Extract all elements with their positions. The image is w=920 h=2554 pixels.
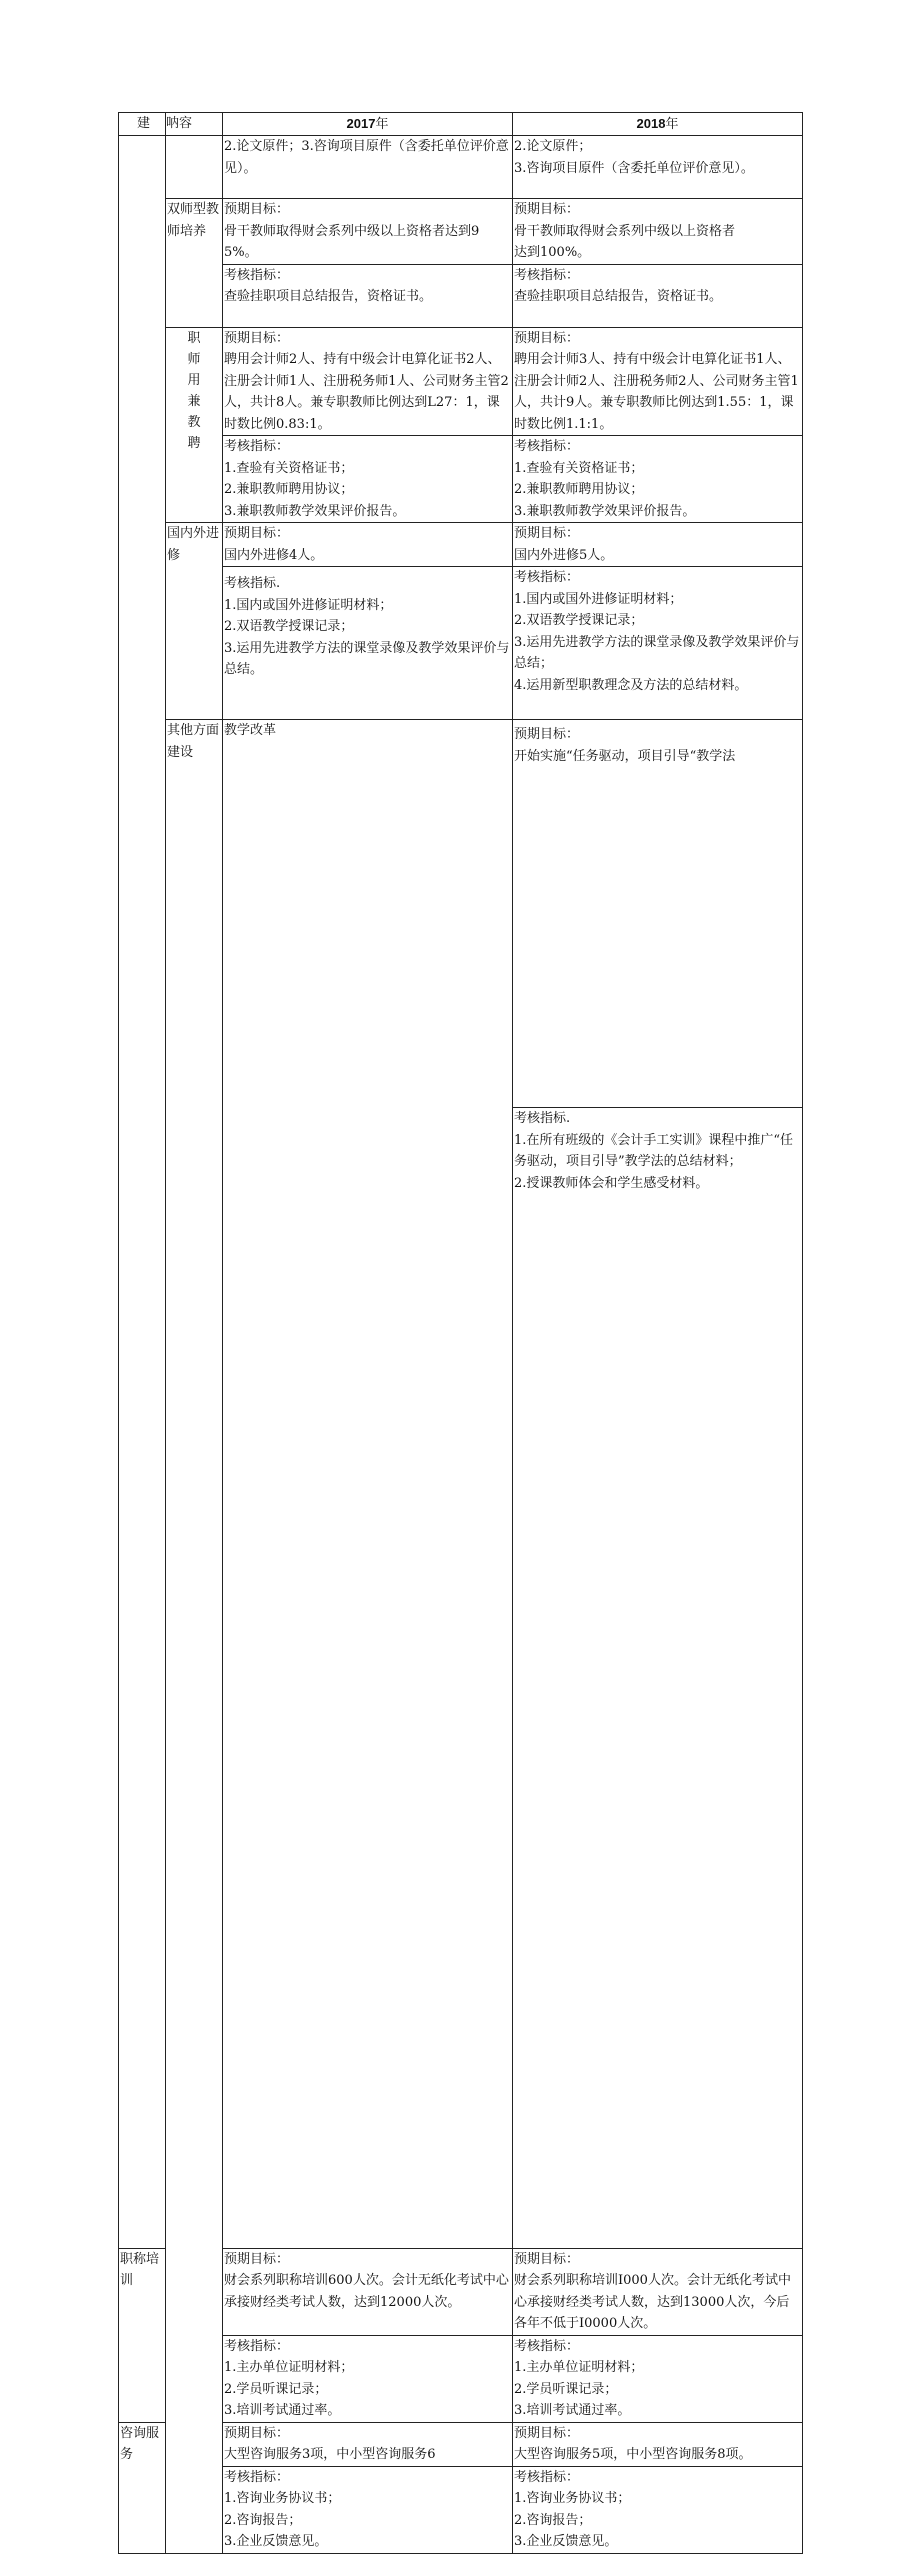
cell-study-check-2017: 考核指标. 1.国内或国外进修证明材料； 2.双语教学授课记录； 3.运用先进教学方法的课堂录像及教学效果评价与总结。 bbox=[223, 567, 513, 720]
subitem-title-training: 职称培训 bbox=[119, 2248, 166, 2422]
table-header-row bbox=[119, 113, 803, 136]
cell-training-target-2018: 预期目标： 财会系列职称培训I000人次。会计无纸化考试中心承接财经类考试人数，达到13000人次，今后各年不低于I0000人次。 bbox=[513, 2248, 803, 2335]
construction-plan-table bbox=[118, 112, 803, 2554]
header-content: 呐容 bbox=[166, 113, 223, 136]
subitem-dual-teacher: 双师型教师培养 bbox=[166, 199, 223, 328]
cell-r0-2018: 2.论文原件； 3.咨询项目原件（含委托单位评价意见）。 bbox=[513, 136, 803, 199]
cell-training-check-2018: 考核指标： 1.主办单位证明材料； 2.学员听课记录； 3.培训考试通过率。 bbox=[513, 2335, 803, 2422]
table-row bbox=[119, 523, 803, 567]
subitem-study-abroad: 国内外进修 bbox=[166, 523, 223, 720]
header-build: 建 bbox=[119, 113, 166, 136]
cell-reform-check-2017: 考核指标. 1.在所有班级的《会计手工实训》课程中推广“任务驱动，项目引导”教学法的总结材料； 2.授课教师体会和学生感受材料。 bbox=[513, 1108, 803, 2249]
cell-study-target-2017: 预期目标： 国内外进修4人。 bbox=[223, 523, 513, 567]
table-row bbox=[119, 136, 803, 199]
cell-dual-check-2017: 考核指标： 查验挂职项目总结报告，资格证书。 bbox=[223, 264, 513, 327]
table-row bbox=[119, 720, 803, 1108]
cell-dual-target-2017: 预期目标： 骨干教师取得财会系列中级以上资格者达到95%。 bbox=[223, 199, 513, 265]
cell-reform-target-2017: 预期目标： 开始实施“任务驱动，项目引导“教学法 bbox=[513, 720, 803, 1108]
header-2018 bbox=[513, 113, 803, 136]
cell-study-target-2018: 预期目标： 国内外进修5人。 bbox=[513, 523, 803, 567]
cell-r0-2017: 2.论文原件；3.咨询项目原件（含委托单位评价意见）。 bbox=[223, 136, 513, 199]
table-row bbox=[119, 327, 803, 436]
subitem-cell-continued bbox=[166, 136, 223, 199]
table-row bbox=[119, 199, 803, 265]
cell-parttime-target-2018: 预期目标： 聘用会计师3人、持有中级会计电算化证书1人、注册会计师2人、注册税务师2人、公司财务主管1人，共计9人。兼专职教师比例达到1.55：1，课时数比例1.1:1。 bbox=[513, 327, 803, 436]
cell-consult-target-2018: 预期目标： 大型咨询服务5项，中小型咨询服务8项。 bbox=[513, 2422, 803, 2466]
cell-training-target-2017: 预期目标： 财会系列职称培训600人次。会计无纸化考试中心承接财经类考试人数，达到12000人次。 bbox=[223, 2248, 513, 2335]
cell-consult-target-2017: 预期目标： 大型咨询服务3项，中小型咨询服务6 bbox=[223, 2422, 513, 2466]
subitem-teaching-reform: 教学改革 bbox=[223, 720, 513, 2249]
section-other-construction: 其他方面建设 bbox=[166, 720, 223, 2554]
cell-dual-target-2018: 预期目标： 骨干教师取得财会系列中级以上资格者 达到100%。 bbox=[513, 199, 803, 265]
cell-parttime-check-2017: 考核指标： 1.查验有关资格证书； 2.兼职教师聘用协议； 3.兼职教师教学效果评价报告。 bbox=[223, 436, 513, 523]
cell-parttime-target-2017: 预期目标： 聘用会计师2人、持有中级会计电算化证书2人、注册会计师1人、注册税务师1人、公司财务主管2人，共计8人。兼专职教师比例达到L27：1，课时数比例0.83:1。 bbox=[223, 327, 513, 436]
header-2018-number: 2018 bbox=[636, 116, 666, 132]
cell-consult-check-2017: 考核指标： 1.咨询业务协议书； 2.咨询报告； 3.企业反馈意见。 bbox=[223, 2466, 513, 2553]
subitem-consulting: 咨询服务 bbox=[119, 2422, 166, 2553]
header-2017-suffix: 年 bbox=[375, 116, 389, 132]
header-2017-number: 2017 bbox=[346, 116, 376, 132]
section-cell-teachers bbox=[119, 136, 166, 2249]
cell-training-check-2017: 考核指标： 1.主办单位证明材料； 2.学员听课记录； 3.培训考试通过率。 bbox=[223, 2335, 513, 2422]
header-2018-suffix: 年 bbox=[665, 116, 679, 132]
cell-dual-check-2018: 考核指标： 查验挂职项目总结报告，资格证书。 bbox=[513, 264, 803, 327]
subitem-parttime-hiring: 职师用兼教聘 bbox=[166, 327, 223, 523]
header-2017 bbox=[223, 113, 513, 136]
cell-study-check-2018: 考核指标： 1.国内或国外进修证明材料； 2.双语教学授课记录； 3.运用先进教学方法的课堂录像及教学效果评价与总结； 4.运用新型职教理念及方法的总结材料。 bbox=[513, 567, 803, 720]
cell-consult-check-2018: 考核指标： 1.咨询业务协议书； 2.咨询报告； 3.企业反馈意见。 bbox=[513, 2466, 803, 2553]
cell-parttime-check-2018: 考核指标： 1.查验有关资格证书； 2.兼职教师聘用协议； 3.兼职教师教学效果评价报告。 bbox=[513, 436, 803, 523]
